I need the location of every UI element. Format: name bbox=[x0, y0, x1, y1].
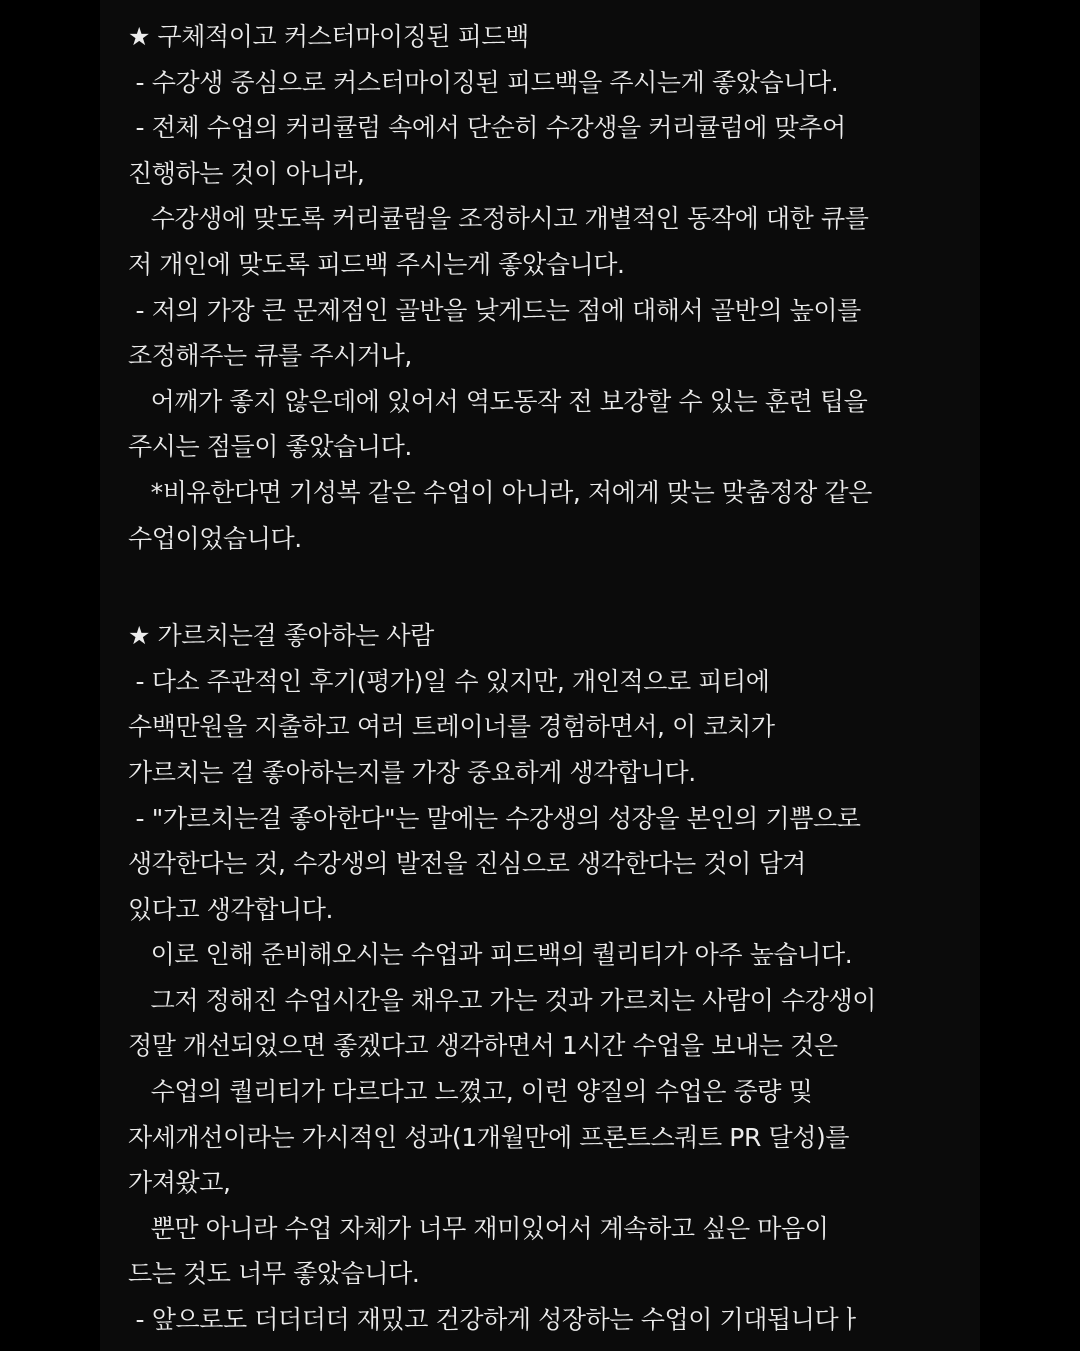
text-line: - "가르치는걸 좋아한다"는 말에는 수강생의 성장을 본인의 기쁨으로 bbox=[128, 803, 861, 833]
text-line: 저 개인에 맞도록 피드백 주시는게 좋았습니다. bbox=[128, 249, 625, 279]
text-line: 조정해주는 큐를 주시거나, bbox=[128, 341, 412, 371]
section-spacer bbox=[128, 561, 958, 613]
text-line: - 앞으로도 더더더더 재밌고 건강하게 성장하는 수업이 기대됩니다ㅏ bbox=[128, 1305, 862, 1335]
text-line: 가르치는 걸 좋아하는지를 가장 중요하게 생각합니다. bbox=[128, 757, 696, 787]
text-line: 수업의 퀄리티가 다르다고 느꼈고, 이런 양질의 수업은 중량 및 bbox=[128, 1077, 813, 1107]
text-line: 수업이었습니다. bbox=[128, 523, 302, 553]
text-line: 수백만원을 지출하고 여러 트레이너를 경험하면서, 이 코치가 bbox=[128, 712, 775, 742]
text-line: 주시는 점들이 좋았습니다. bbox=[128, 432, 412, 462]
text-line: *비유한다면 기성복 같은 수업이 아니라, 저에게 맞는 맞춤정장 같은 bbox=[128, 477, 872, 507]
review-text bbox=[128, 14, 958, 1343]
text-line: 생각한다는 것, 수강생의 발전을 진심으로 생각한다는 것이 담겨 bbox=[128, 849, 806, 879]
text-line: 정말 개선되었으면 좋겠다고 생각하면서 1시간 수업을 보내는 것은 bbox=[128, 1031, 838, 1061]
text-line: - 다소 주관적인 후기(평가)일 수 있지만, 개인적으로 피티에 bbox=[128, 666, 770, 696]
text-line: 진행하는 것이 아니라, bbox=[128, 158, 365, 188]
section-heading-teaching: ★ 가르치는걸 좋아하는 사람 bbox=[128, 621, 434, 651]
text-line: 그저 정해진 수업시간을 채우고 가는 것과 가르치는 사람이 수강생이 bbox=[128, 985, 877, 1015]
text-line: - 전체 수업의 커리큘럼 속에서 단순히 수강생을 커리큘럼에 맞추어 bbox=[128, 113, 846, 143]
text-line: - 수강생 중심으로 커스터마이징된 피드백을 주시는게 좋았습니다. bbox=[128, 67, 839, 97]
text-line: 자세개선이라는 가시적인 성과(1개월만에 프론트스쿼트 PR 달성)를 bbox=[128, 1122, 850, 1152]
text-line: 이로 인해 준비해오시는 수업과 피드백의 퀄리티가 아주 높습니다. bbox=[128, 940, 853, 970]
text-line: 뿐만 아니라 수업 자체가 너무 재미있어서 계속하고 싶은 마음이 bbox=[128, 1213, 829, 1243]
text-line: 수강생에 맞도록 커리큘럼을 조정하시고 개별적인 동작에 대한 큐를 bbox=[128, 204, 869, 234]
section-heading-feedback: ★ 구체적이고 커스터마이징된 피드백 bbox=[128, 22, 529, 51]
text-line: - 저의 가장 큰 문제점인 골반을 낮게드는 점에 대해서 골반의 높이를 bbox=[128, 295, 861, 325]
text-line: 드는 것도 너무 좋았습니다. bbox=[128, 1259, 420, 1289]
text-line: 가져왔고, bbox=[128, 1168, 231, 1198]
text-line: 있다고 생각합니다. bbox=[128, 894, 334, 924]
text-line: 어깨가 좋지 않은데에 있어서 역도동작 전 보강할 수 있는 훈련 팁을 bbox=[128, 386, 868, 416]
